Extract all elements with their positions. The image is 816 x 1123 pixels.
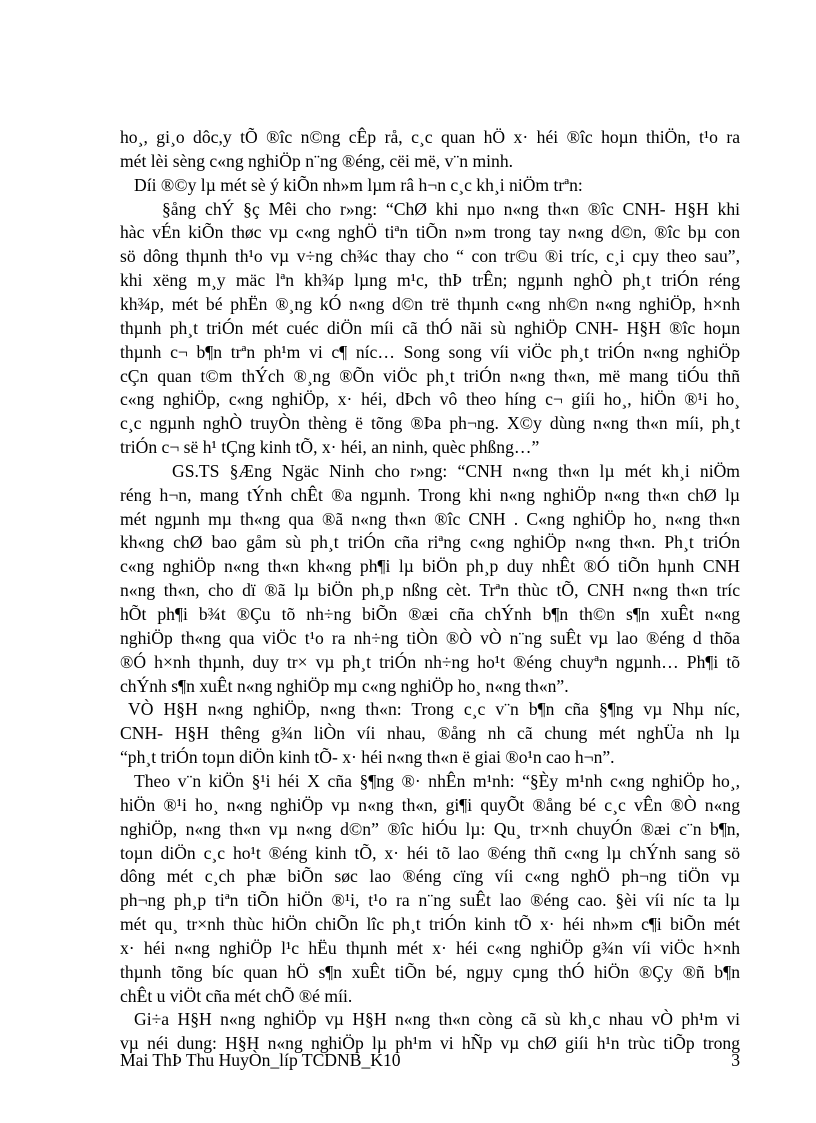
body-line: CNH- H§H thêng g¾n liÒn víi nhau, ®ång nh cã chung mét nghÜa nh lµ [120,723,740,744]
body-line: nghiÖp th«ng qua viÖc t¹o ra nh÷ng tiÒn ®Ò vÒ n¨ng suÊt vµ lao ®éng d thõa [120,627,740,648]
body-line: triÓn c¬ së h¹ tÇng kinh tÕ, x· héi, an ninh, quèc phßng…” [120,437,540,458]
body-line: x· héi n«ng nghiÖp l¹c hËu thµnh mét x· héi c«ng nghiÖp g¾n víi viÖc h×nh [120,937,740,958]
footer-author: Mai ThÞ Thu HuyÒn_líp TCDNB_K10 [120,1050,401,1070]
body-line: Theo v¨n kiÖn §¹i héi X cña §¶ng ®· nhÊn m¹nh: “§Èy m¹nh c«ng nghiÖp ho¸, [134,770,740,791]
body-line: mét ngµnh mµ th«ng qua ®ã n«ng th«n ®îc CNH . C«ng nghiÖp ho¸ n«ng th«n [120,508,740,529]
body-line: Díi ®©y lµ mét sè ý kiÕn nh»m lµm râ h¬n c¸c kh¸i niÖm trªn: [134,174,583,195]
body-line: VÒ H§H n«ng nghiÖp, n«ng th«n: Trong c¸c v¨n b¶n cña §¶ng vµ Nhµ níc, [128,699,740,720]
body-line: mét lèi sèng c«ng nghiÖp n¨ng ®éng, cëi më, v¨n minh. [120,150,514,171]
body-line: thµnh c¬ b¶n trªn ph¹m vi c¶ níc… Song song víi viÖc ph¸t triÓn n«ng nghiÖp [120,341,740,362]
body-line: chÝnh s¶n xuÊt n«ng nghiÖp mµ c«ng nghiÖp ho¸ n«ng th«n”. [120,675,569,696]
body-line: khi xëng m¸y mäc lªn kh¾p lµng m¹c, thÞ trÊn; ngµnh nghÒ ph¸t triÓn réng [120,270,740,291]
body-line: thµnh tõng bíc quan hÖ s¶n xuÊt tiÕn bé, ngµy cµng thÓ hiÖn ®Çy ®ñ b¶n [120,961,740,982]
body-line: kh«ng chØ bao gåm sù ph¸t triÓn cña riªng c«ng nghiÖp n«ng th«n. Ph¸t triÓn [120,532,740,553]
body-line: ®Ó h×nh thµnh, duy tr× vµ ph¸t triÓn nh÷ng ho¹t ®éng chuyªn ngµnh… Ph¶i tõ [120,651,740,672]
body-line: thµnh ph¸t triÓn mét cuéc diÖn míi cã thÓ nãi sù nghiÖp CNH- H§H ®îc hoµn [120,317,740,338]
page-footer [120,1047,740,1073]
body-line: Gi÷a H§H n«ng nghiÖp vµ H§H n«ng th«n còng cã sù kh¸c nhau vÒ ph¹m vi [134,1009,740,1030]
body-line: vµ néi dung: H§H n«ng nghiÖp lµ ph¹m vi hÑp vµ chØ giíi h¹n trùc tiÕp trong [120,1033,740,1054]
body-line: nghiÖp, n«ng th«n vµ n«ng d©n” ®îc hiÓu lµ: Qu¸ tr×nh chuyÓn ®æi c¨n b¶n, [120,818,740,839]
body-line: hàc vÉn kiÕn thøc vµ c«ng nghÖ tiªn tiÕn n»m trong tay n«ng d©n, ®îc bµ con [120,222,740,243]
body-line: ho¸, gi¸o dôc,y tÕ ®îc n©ng cÊp rå, c¸c quan hÖ x· héi ®îc hoµn thiÖn, t¹o ra [120,127,740,147]
body-line: hÕt ph¶i b¾t ®Çu tõ nh÷ng biÕn ®æi cña chÝnh b¶n th©n s¶n xuÊt n«ng [120,604,740,624]
body-line: mét qu¸ tr×nh thùc hiÖn chiÕn lîc ph¸t triÓn kinh tÕ x· héi nh»m c¶i biÕn mét [120,914,740,935]
body-line: c«ng nghiÖp n«ng th«n kh«ng ph¶i lµ biÖn ph¸p duy nhÊt ®Ó tiÕn hµnh CNH [120,556,740,577]
body-line: §ång chÝ §ç Mêi cho r»ng: “ChØ khi nµo n«ng th«n ®îc CNH- H§H khi [162,198,740,219]
body-line: hiÖn ®¹i ho¸ n«ng nghiÖp vµ n«ng th«n, gi¶i quyÕt ®ång bé c¸c vÊn ®Ò n«ng [120,794,740,815]
body-line: réng h¬n, mang tÝnh chÊt ®a ngµnh. Trong khi n«ng nghiÖp n«ng th«n chØ lµ [120,484,740,505]
body-line: c«ng nghiÖp, c«ng nghiÖp, x· héi, dÞch vô theo híng c¬ giíi ho¸, hiÖn ®¹i ho¸ [120,389,740,410]
body-line: cÇn quan t©m thÝch ®¸ng ®Õn viÖc ph¸t triÓn n«ng th«n, më mang tiÓu thñ [120,365,740,386]
body-line: “ph¸t triÓn toµn diÖn kinh tÕ- x· héi n«ng th«n ë giai ®o¹n cao h¬n”. [120,747,615,768]
body-line: chÊt u viÖt cña mét chÕ ®é míi. [120,985,353,1006]
body-line: ph¬ng ph¸p tiªn tiÕn hiÖn ®¹i, t¹o ra n¨ng suÊt lao ®éng cao. §èi víi níc ta lµ [120,890,740,911]
body-line: c¸c ngµnh nghÒ truyÒn thèng ë tõng ®Þa ph¬ng. X©y dùng n«ng th«n míi, ph¸t [120,413,740,434]
body-line: sö dông thµnh th¹o vµ v÷ng ch¾c thay cho “ con tr©u ®i tríc, c¸i cµy theo sau”, [120,246,740,267]
body-line: toµn diÖn c¸c ho¹t ®éng kinh tÕ, x· héi tõ lao ®éng thñ c«ng lµ chÝnh sang sö [120,842,740,863]
body-line: dông mét c¸ch phæ biÕn søc lao ®éng cïng víi c«ng nghÖ ph¬ng tiÖn vµ [120,866,740,887]
body-line: kh¾p, mét bé phËn ®¸ng kÓ n«ng d©n trë thµnh c«ng nh©n n«ng nghiÖp, h×nh [120,293,740,314]
page-number: 3 [731,1050,740,1070]
body-line: n«ng th«n, cho dï ®ã lµ biÖn ph¸p nßng cèt. Trªn thùc tÕ, CNH n«ng th«n tríc [120,580,740,601]
body-line: GS.TS §Æng Ngäc Ninh cho r»ng: “CNH n«ng th«n lµ mét kh¸i niÖm [172,460,740,481]
